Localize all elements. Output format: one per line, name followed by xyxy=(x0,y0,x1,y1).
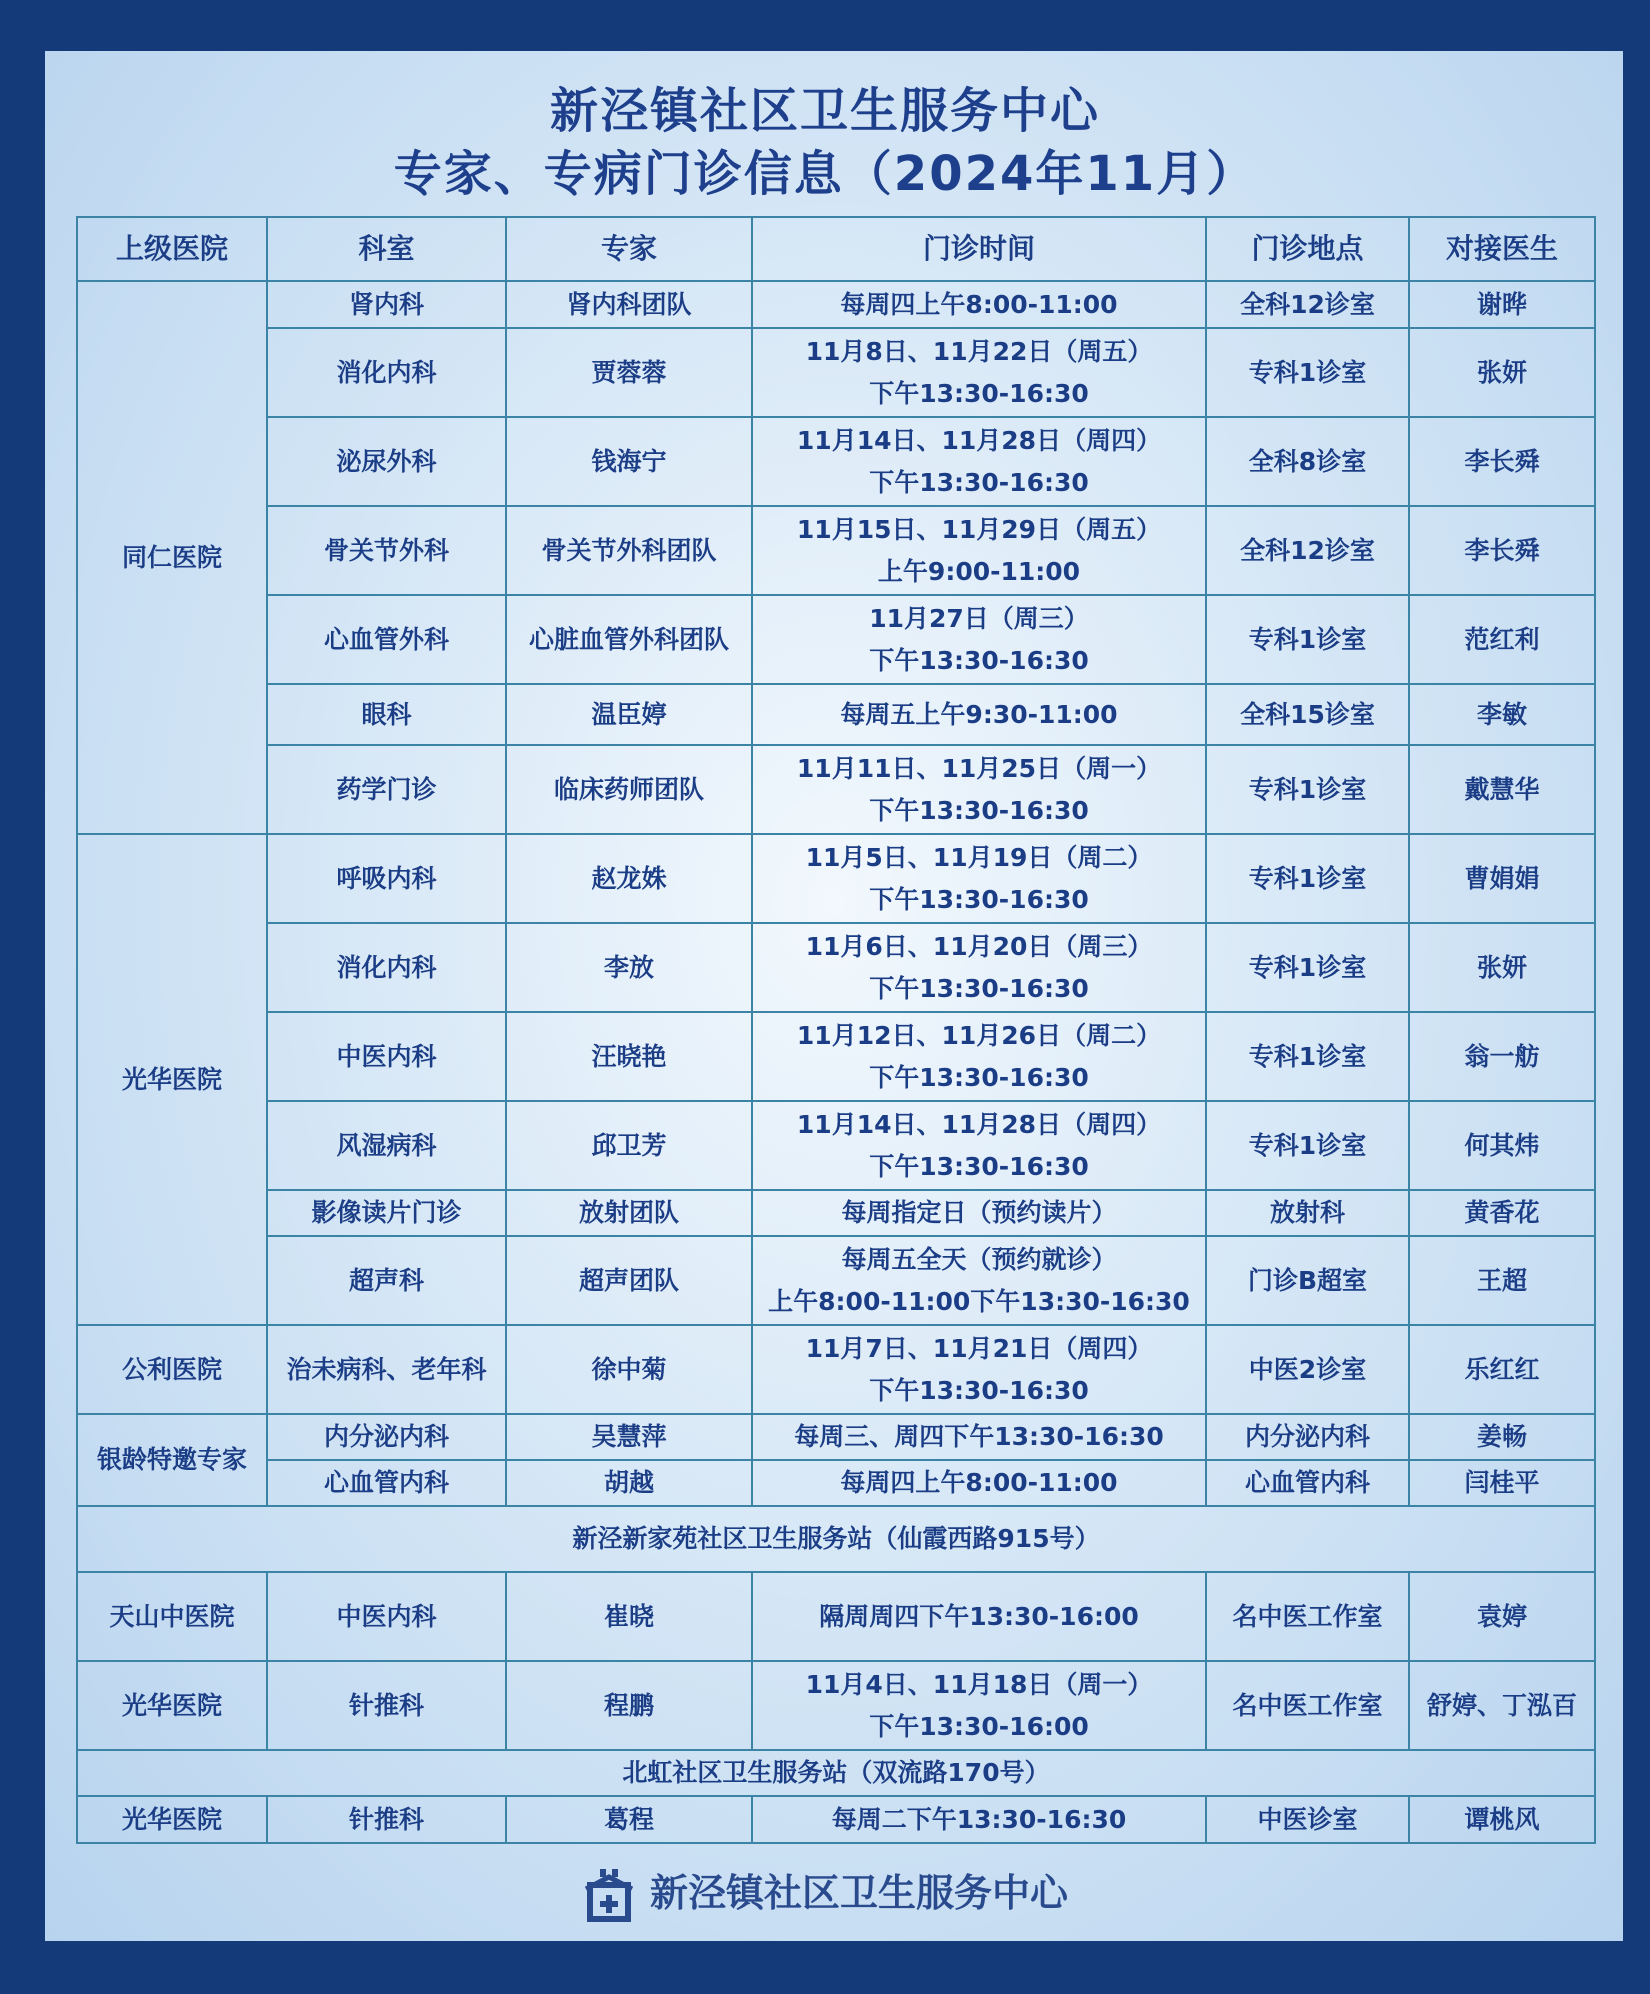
table-row xyxy=(77,1460,1595,1506)
department-cell: 呼吸内科 xyxy=(267,834,506,923)
time-line: 每周二下午13:30-16:30 xyxy=(831,1804,1127,1834)
time-line: 下午13:30-16:30 xyxy=(869,1062,1089,1092)
department-cell: 消化内科 xyxy=(267,328,506,417)
time-line: 上午9:00-11:00 xyxy=(877,556,1081,586)
location-cell: 专科1诊室 xyxy=(1206,923,1409,1012)
location-cell: 全科12诊室 xyxy=(1206,281,1409,328)
time-cell xyxy=(752,1661,1206,1750)
expert-cell: 葛程 xyxy=(506,1796,752,1843)
doctor-cell: 谢晔 xyxy=(1409,281,1595,328)
expert-cell: 邱卫芳 xyxy=(506,1101,752,1190)
time-line: 下午13:30-16:30 xyxy=(869,378,1089,408)
location-cell: 名中医工作室 xyxy=(1206,1572,1409,1661)
time-line: 下午13:30-16:30 xyxy=(869,1151,1089,1181)
expert-cell: 程鹏 xyxy=(506,1661,752,1750)
time-cell xyxy=(752,1796,1206,1843)
time-line: 下午13:30-16:30 xyxy=(869,973,1089,1003)
time-line: 上午8:00-11:00下午13:30-16:30 xyxy=(768,1286,1190,1316)
doctor-cell: 袁婷 xyxy=(1409,1572,1595,1661)
table-row xyxy=(77,1796,1595,1843)
location-cell: 专科1诊室 xyxy=(1206,328,1409,417)
department-cell: 治未病科、老年科 xyxy=(267,1325,506,1414)
table-row xyxy=(77,1325,1595,1414)
doctor-cell: 黄香花 xyxy=(1409,1190,1595,1236)
table-row xyxy=(77,1101,1595,1190)
hospital-cell: 同仁医院 xyxy=(77,281,267,834)
expert-cell: 温臣婷 xyxy=(506,684,752,745)
time-line: 隔周周四下午13:30-16:00 xyxy=(819,1601,1139,1631)
location-cell: 放射科 xyxy=(1206,1190,1409,1236)
time-line: 11月6日、11月20日（周三） xyxy=(805,931,1153,961)
title-line-2: 专家、专病门诊信息（2024年11月） xyxy=(393,146,1257,202)
expert-cell: 李放 xyxy=(506,923,752,1012)
table-row xyxy=(77,834,1595,923)
expert-cell: 吴慧萍 xyxy=(506,1414,752,1460)
expert-cell: 崔晓 xyxy=(506,1572,752,1661)
hospital-cell: 光华医院 xyxy=(77,1661,267,1750)
time-line: 11月15日、11月29日（周五） xyxy=(796,514,1162,544)
location-cell: 中医诊室 xyxy=(1206,1796,1409,1843)
time-line: 每周五全天（预约就诊） xyxy=(841,1244,1117,1274)
location-cell: 名中医工作室 xyxy=(1206,1661,1409,1750)
time-line: 11月12日、11月26日（周二） xyxy=(796,1020,1162,1050)
time-line: 下午13:30-16:30 xyxy=(869,467,1089,497)
doctor-cell: 舒婷、丁泓百 xyxy=(1409,1661,1595,1750)
location-cell: 内分泌内科 xyxy=(1206,1414,1409,1460)
doctor-cell: 乐红红 xyxy=(1409,1325,1595,1414)
location-cell: 全科15诊室 xyxy=(1206,684,1409,745)
column-header: 上级医院 xyxy=(77,217,267,281)
hospital-cell: 光华医院 xyxy=(77,1796,267,1843)
doctor-cell: 翁一舫 xyxy=(1409,1012,1595,1101)
table-row xyxy=(77,1414,1595,1460)
doctor-cell: 曹娟娟 xyxy=(1409,834,1595,923)
time-cell xyxy=(752,1190,1206,1236)
header-row xyxy=(77,217,1595,281)
expert-cell: 超声团队 xyxy=(506,1236,752,1325)
time-line: 每周四上午8:00-11:00 xyxy=(840,1468,1118,1497)
expert-cell: 贾蓉蓉 xyxy=(506,328,752,417)
time-cell xyxy=(752,923,1206,1012)
location-cell: 心血管内科 xyxy=(1206,1460,1409,1506)
location-cell: 专科1诊室 xyxy=(1206,595,1409,684)
doctor-cell: 戴慧华 xyxy=(1409,745,1595,834)
table-row xyxy=(77,506,1595,595)
column-header: 专家 xyxy=(506,217,752,281)
hospital-cell: 光华医院 xyxy=(77,834,267,1325)
location-cell: 全科8诊室 xyxy=(1206,417,1409,506)
column-header: 门诊时间 xyxy=(752,217,1206,281)
time-cell xyxy=(752,328,1206,417)
time-line: 每周指定日（预约读片） xyxy=(841,1198,1117,1227)
doctor-cell: 谭桃风 xyxy=(1409,1796,1595,1843)
department-cell: 中医内科 xyxy=(267,1012,506,1101)
department-cell: 针推科 xyxy=(267,1796,506,1843)
department-cell: 风湿病科 xyxy=(267,1101,506,1190)
time-cell xyxy=(752,281,1206,328)
time-line: 下午13:30-16:30 xyxy=(869,645,1089,675)
department-cell: 中医内科 xyxy=(267,1572,506,1661)
location-cell: 专科1诊室 xyxy=(1206,1012,1409,1101)
time-line: 11月8日、11月22日（周五） xyxy=(805,336,1153,366)
time-line: 下午13:30-16:30 xyxy=(869,795,1089,825)
doctor-cell: 李敏 xyxy=(1409,684,1595,745)
doctor-cell: 王超 xyxy=(1409,1236,1595,1325)
department-cell: 影像读片门诊 xyxy=(267,1190,506,1236)
expert-cell: 骨关节外科团队 xyxy=(506,506,752,595)
department-cell: 心血管外科 xyxy=(267,595,506,684)
expert-cell: 肾内科团队 xyxy=(506,281,752,328)
location-cell: 专科1诊室 xyxy=(1206,1101,1409,1190)
department-cell: 消化内科 xyxy=(267,923,506,1012)
location-cell: 专科1诊室 xyxy=(1206,834,1409,923)
table-row xyxy=(77,328,1595,417)
expert-cell: 临床药师团队 xyxy=(506,745,752,834)
table-row xyxy=(77,595,1595,684)
time-cell xyxy=(752,1012,1206,1101)
doctor-cell: 张妍 xyxy=(1409,328,1595,417)
time-line: 11月14日、11月28日（周四） xyxy=(796,425,1162,455)
column-header: 对接医生 xyxy=(1409,217,1595,281)
doctor-cell: 李长舜 xyxy=(1409,506,1595,595)
time-line: 11月27日（周三） xyxy=(869,603,1089,633)
station-header-row xyxy=(77,1750,1595,1796)
time-line: 每周四上午8:00-11:00 xyxy=(840,289,1118,319)
department-cell: 眼科 xyxy=(267,684,506,745)
time-cell xyxy=(752,1325,1206,1414)
department-cell: 泌尿外科 xyxy=(267,417,506,506)
table-row xyxy=(77,923,1595,1012)
time-line: 下午13:30-16:30 xyxy=(869,1375,1089,1405)
doctor-cell: 范红利 xyxy=(1409,595,1595,684)
time-line: 11月11日、11月25日（周一） xyxy=(796,753,1162,783)
department-cell: 针推科 xyxy=(267,1661,506,1750)
time-line: 每周五上午9:30-11:00 xyxy=(840,699,1118,729)
doctor-cell: 姜畅 xyxy=(1409,1414,1595,1460)
table-row xyxy=(77,1661,1595,1750)
table-row xyxy=(77,1190,1595,1236)
time-cell xyxy=(752,684,1206,745)
expert-cell: 赵龙姝 xyxy=(506,834,752,923)
table-row xyxy=(77,1236,1595,1325)
time-cell xyxy=(752,1236,1206,1325)
station-header-row xyxy=(77,1506,1595,1572)
hospital-cell: 公利医院 xyxy=(77,1325,267,1414)
doctor-cell: 何其炜 xyxy=(1409,1101,1595,1190)
time-cell xyxy=(752,834,1206,923)
time-line: 11月5日、11月19日（周二） xyxy=(805,842,1153,872)
footer-org-name: 新泾镇社区卫生服务中心 xyxy=(649,1871,1068,1915)
table-row xyxy=(77,417,1595,506)
column-header: 科室 xyxy=(267,217,506,281)
department-cell: 超声科 xyxy=(267,1236,506,1325)
time-cell xyxy=(752,506,1206,595)
expert-cell: 徐中菊 xyxy=(506,1325,752,1414)
table-row xyxy=(77,281,1595,328)
time-cell xyxy=(752,595,1206,684)
time-cell xyxy=(752,1101,1206,1190)
time-cell xyxy=(752,1572,1206,1661)
time-cell xyxy=(752,1460,1206,1506)
location-cell: 门诊B超室 xyxy=(1206,1236,1409,1325)
time-cell xyxy=(752,1414,1206,1460)
station-name: 北虹社区卫生服务站（双流路170号） xyxy=(77,1750,1595,1796)
station-name: 新泾新家苑社区卫生服务站（仙霞西路915号） xyxy=(77,1506,1595,1572)
time-line: 下午13:30-16:30 xyxy=(869,884,1089,914)
time-cell xyxy=(752,745,1206,834)
column-header: 门诊地点 xyxy=(1206,217,1409,281)
clinic-schedule-table xyxy=(76,216,1596,1844)
department-cell: 内分泌内科 xyxy=(267,1414,506,1460)
expert-cell: 放射团队 xyxy=(506,1190,752,1236)
department-cell: 肾内科 xyxy=(267,281,506,328)
time-line: 11月4日、11月18日（周一） xyxy=(805,1669,1153,1699)
department-cell: 药学门诊 xyxy=(267,745,506,834)
doctor-cell: 李长舜 xyxy=(1409,417,1595,506)
doctor-cell: 闫桂平 xyxy=(1409,1460,1595,1506)
clinic-logo-icon xyxy=(582,1869,636,1923)
table-row xyxy=(77,1572,1595,1661)
location-cell: 中医2诊室 xyxy=(1206,1325,1409,1414)
department-cell: 骨关节外科 xyxy=(267,506,506,595)
table-row xyxy=(77,1012,1595,1101)
department-cell: 心血管内科 xyxy=(267,1460,506,1506)
doctor-cell: 张妍 xyxy=(1409,923,1595,1012)
expert-cell: 胡越 xyxy=(506,1460,752,1506)
location-cell: 专科1诊室 xyxy=(1206,745,1409,834)
location-cell: 全科12诊室 xyxy=(1206,506,1409,595)
footer xyxy=(0,1862,1650,1923)
table-row xyxy=(77,684,1595,745)
time-line: 11月7日、11月21日（周四） xyxy=(805,1333,1153,1363)
expert-cell: 心脏血管外科团队 xyxy=(506,595,752,684)
time-cell xyxy=(752,417,1206,506)
expert-cell: 汪晓艳 xyxy=(506,1012,752,1101)
time-line: 11月14日、11月28日（周四） xyxy=(796,1109,1162,1139)
hospital-cell: 天山中医院 xyxy=(77,1572,267,1661)
title-line-1: 新泾镇社区卫生服务中心 xyxy=(549,83,1100,139)
time-line: 每周三、周四下午13:30-16:30 xyxy=(794,1422,1164,1451)
table-row xyxy=(77,745,1595,834)
expert-cell: 钱海宁 xyxy=(506,417,752,506)
time-line: 下午13:30-16:00 xyxy=(869,1711,1089,1741)
hospital-cell: 银龄特邀专家 xyxy=(77,1414,267,1506)
